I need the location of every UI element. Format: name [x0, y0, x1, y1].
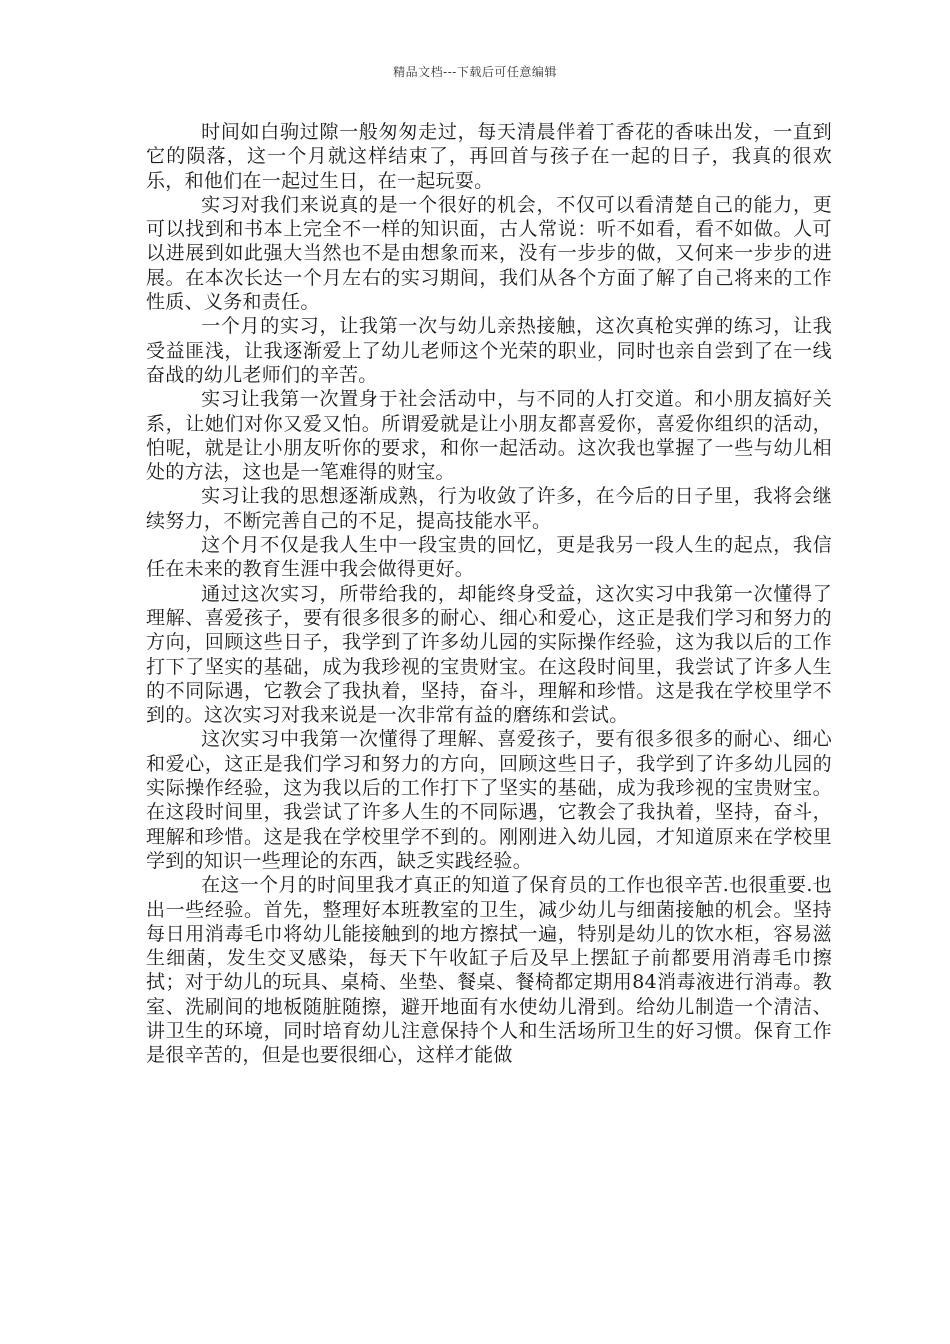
paragraph-6: 这个月不仅是我人生中一段宝贵的回忆，更是我另一段人生的起点，我信任在未来的教育生涯中我会做得更好。	[146, 534, 832, 581]
paragraph-7: 通过这次实习，所带给我的，却能终身受益，这次实习中我第一次懂得了理解、喜爱孩子，要有很多很多的耐心、细心和爱心，这正是我们学习和努力的方向，回顾这些日子，我学到了许多幼儿园的实际操作经验，这为我以后的工作打下了坚实的基础，成为我珍视的宝贵财宝。在这段时间里，我尝试了许多人生的不同际遇，它教会了我执着，坚持，奋斗，理解和珍惜。这是我在学校里学不到的。这次实习对我来说是一次非常有益的磨练和尝试。	[146, 582, 832, 727]
paragraph-9: 在这一个月的时间里我才真正的知道了保育员的工作也很辛苦.也很重要.也出一些经验。首先，整理好本班教室的卫生，减少幼儿与细菌接触的机会。坚持每日用消毒毛巾将幼儿能接触到的地方擦拭一遍，特别是幼儿的饮水柜，容易滋生细菌，发生交叉感染，每天下午收缸子后及早上摆缸子前都要用消毒毛巾擦拭；对于幼儿的玩具、桌椅、坐垫、餐桌、餐椅都定期用84消毒液进行消毒。教室、洗刷间的地板随脏随擦，避开地面有水使幼儿滑到。给幼儿制造一个清洁、讲卫生的环境，同时培育幼儿注意保持个人和生活场所卫生的好习惯。保育工作是很辛苦的，但是也要很细心，这样才能做	[146, 874, 832, 1067]
paragraph-1: 时间如白驹过隙一般匆匆走过，每天清晨伴着丁香花的香味出发，一直到它的陨落，这一个月就这样结束了，再回首与孩子在一起的日子，我真的很欢乐，和他们在一起过生日，在一起玩耍。	[146, 121, 832, 192]
paragraph-5: 实习让我的思想逐渐成熟，行为收敛了许多，在今后的日子里，我将会继续努力，不断完善自己的不足，提高技能水平。	[146, 485, 832, 532]
paragraph-4: 实习让我第一次置身于社会活动中，与不同的人打交道。和小朋友搞好关系，让她们对你又爱又怕。所谓爱就是让小朋友都喜爱你，喜爱你组织的活动，怕呢，就是让小朋友听你的要求，和你一起活动。这次我也掌握了一些与幼儿相处的方法，这也是一笔难得的财宝。	[146, 388, 832, 484]
paragraph-3: 一个月的实习，让我第一次与幼儿亲热接触，这次真枪实弹的练习，让我受益匪浅，让我逐渐爱上了幼儿老师这个光荣的职业，同时也亲自尝到了在一线奋战的幼儿老师们的辛苦。	[146, 315, 832, 386]
paragraph-2: 实习对我们来说真的是一个很好的机会，不仅可以看清楚自己的能力，更可以找到和书本上完全不一样的知识面，古人常说：听不如看，看不如做。人可以进展到如此强大当然也不是由想象而来，没有一步步的做，又何来一步步的进展。在本次长达一个月左右的实习期间，我们从各个方面了解了自己将来的工作性质、义务和责任。	[146, 193, 832, 314]
document-body	[146, 120, 832, 1068]
page-header: 精品文档---下载后可任意编辑	[393, 65, 557, 79]
paragraph-8: 这次实习中我第一次懂得了理解、喜爱孩子，要有很多很多的耐心、细心和爱心，这正是我们学习和努力的方向，回顾这些日子，我学到了许多幼儿园的实际操作经验，这为我以后的工作打下了坚实的基础，成为我珍视的宝贵财宝。在这段时间里，我尝试了许多人生的不同际遇，它教会了我执着，坚持，奋斗，理解和珍惜。这是我在学校里学不到的。刚刚进入幼儿园，才知道原来在学校里学到的知识一些理论的东西，缺乏实践经验。	[146, 728, 832, 872]
